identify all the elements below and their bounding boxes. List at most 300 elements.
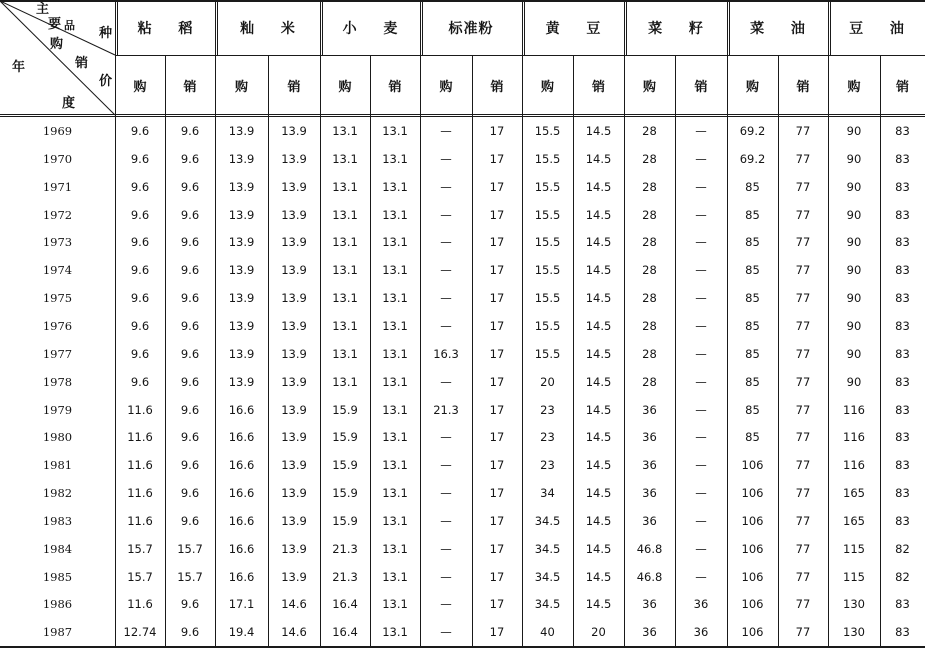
table-rule-group-double: [524, 0, 525, 55]
price-cell: 14.5: [585, 124, 612, 138]
price-cell: 13.9: [228, 179, 255, 194]
price-cell: 77: [795, 263, 811, 278]
table-rule-sub: [880, 55, 881, 646]
price-cell: 13.9: [281, 569, 307, 584]
price-cell: 13.1: [382, 513, 408, 528]
price-cell: —: [440, 235, 452, 250]
price-cell: —: [695, 458, 707, 473]
price-cell: 15.7: [127, 569, 153, 584]
price-cell: 15.5: [534, 179, 561, 194]
price-cell: —: [695, 569, 707, 584]
price-cell: 15.5: [534, 263, 561, 278]
price-cell: —: [440, 541, 452, 556]
price-cell: 82: [895, 541, 910, 556]
year-cell: 1979: [42, 402, 73, 417]
price-cell: 85: [745, 346, 760, 361]
price-cell: 83: [895, 625, 910, 640]
price-cell: 28: [642, 235, 657, 250]
price-cell: 9.6: [180, 207, 200, 222]
price-cell: 85: [745, 291, 760, 306]
price-cell: 90: [846, 346, 862, 361]
price-cell: 77: [795, 179, 811, 194]
price-cell: 116: [843, 402, 865, 417]
price-cell: 17: [489, 179, 505, 194]
price-cell: 15.9: [332, 486, 358, 501]
price-cell: 13.9: [228, 207, 255, 222]
price-cell: 77: [795, 430, 811, 445]
price-cell: 13.9: [281, 263, 307, 278]
price-cell: 83: [895, 430, 910, 445]
table-rule-group-double: [217, 0, 218, 55]
price-cell: 13.1: [382, 569, 408, 584]
price-cell: —: [695, 513, 707, 528]
price-cell: 15.5: [534, 346, 561, 361]
year-cell: 1974: [42, 263, 73, 278]
price-cell: 9.6: [180, 374, 200, 389]
corner-variety-char: 要: [48, 17, 62, 32]
price-cell: 15.5: [534, 207, 561, 222]
year-cell: 1970: [42, 151, 73, 166]
price-cell: 36: [642, 597, 657, 612]
price-cell: 13.9: [281, 486, 307, 501]
price-cell: 15.9: [332, 513, 358, 528]
table-row: [0, 284, 925, 312]
price-cell: 13.9: [281, 346, 307, 361]
price-cell: 9.6: [130, 374, 150, 389]
sales-subheader: 销: [490, 79, 504, 95]
price-cell: 14.5: [585, 458, 612, 473]
table-row: [0, 423, 925, 451]
table-row: [0, 256, 925, 284]
corner-variety-char: 品: [64, 19, 75, 32]
price-cell: 9.6: [180, 430, 200, 445]
price-cell: 13.1: [332, 263, 358, 278]
price-cell: 85: [745, 402, 760, 417]
price-cell: 15.9: [332, 430, 358, 445]
sales-subheader: 销: [287, 79, 301, 95]
price-cell: 14.5: [585, 569, 612, 584]
column-group-header: 菜 油: [750, 21, 805, 37]
price-cell: 13.1: [382, 597, 408, 612]
column-group-header: 黄 豆: [545, 21, 601, 37]
price-cell: 85: [745, 430, 760, 445]
price-cell: 9.6: [130, 291, 150, 306]
price-cell: —: [440, 151, 452, 166]
table-rule-group-double: [830, 0, 831, 55]
price-cell: 165: [843, 513, 865, 528]
price-cell: 14.5: [585, 513, 612, 528]
price-cell: 13.9: [228, 263, 255, 278]
price-cell: —: [695, 430, 707, 445]
price-cell: 13.9: [228, 346, 255, 361]
price-cell: 9.6: [180, 346, 200, 361]
price-cell: 83: [895, 235, 910, 250]
price-cell: —: [440, 318, 452, 333]
price-cell: 13.9: [281, 458, 307, 473]
price-cell: 106: [741, 597, 764, 612]
price-cell: 13.1: [382, 291, 408, 306]
price-cell: 15.9: [332, 402, 358, 417]
price-cell: 9.6: [180, 486, 200, 501]
sales-subheader: 销: [388, 79, 402, 95]
price-cell: 13.1: [382, 541, 408, 556]
price-cell: 9.6: [180, 124, 200, 138]
year-cell: 1976: [42, 318, 73, 333]
table-row: [0, 535, 925, 563]
price-cell: 14.5: [585, 541, 612, 556]
price-cell: 21.3: [433, 402, 459, 417]
table-rule-group: [522, 0, 523, 646]
price-cell: —: [695, 486, 707, 501]
price-cell: 90: [846, 151, 862, 166]
price-cell: 13.9: [281, 374, 307, 389]
year-cell: 1982: [42, 486, 73, 501]
price-cell: 9.6: [130, 179, 150, 194]
price-cell: 13.9: [228, 151, 255, 166]
price-cell: 90: [846, 124, 862, 138]
price-cell: 14.5: [585, 402, 612, 417]
price-cell: 14.5: [585, 263, 612, 278]
price-cell: 16.6: [228, 541, 255, 556]
price-cell: —: [440, 430, 452, 445]
table-rule-sub: [268, 55, 269, 646]
price-cell: —: [440, 625, 452, 640]
price-cell: 116: [843, 430, 865, 445]
price-cell: 13.9: [281, 291, 307, 306]
price-cell: 17: [489, 458, 505, 473]
sales-subheader: 销: [591, 79, 605, 95]
price-cell: 116: [843, 458, 865, 473]
price-cell: 14.5: [585, 235, 612, 250]
price-cell: 77: [795, 207, 811, 222]
price-cell: 17: [489, 374, 505, 389]
price-cell: 11.6: [127, 430, 153, 445]
price-cell: 77: [795, 291, 811, 306]
price-cell: 106: [741, 541, 764, 556]
price-cell: 13.9: [281, 430, 307, 445]
price-cell: 13.1: [332, 374, 358, 389]
table-rule-group: [420, 0, 421, 646]
price-cell: —: [695, 151, 707, 166]
price-cell: 13.1: [382, 124, 408, 138]
price-cell: 21.3: [332, 541, 358, 556]
price-cell: 83: [895, 207, 910, 222]
price-cell: 77: [795, 235, 811, 250]
price-cell: 14.6: [281, 625, 307, 640]
price-cell: 16.6: [228, 430, 255, 445]
price-cell: 16.3: [433, 346, 459, 361]
price-cell: 13.1: [332, 124, 358, 138]
corner-variety-char: 主: [36, 2, 50, 17]
table-rule-group: [215, 0, 216, 646]
corner-year-char: 度: [62, 96, 76, 111]
table-rule-horizontal: [0, 116, 925, 117]
price-cell: 15.5: [534, 124, 561, 138]
price-cell: 15.5: [534, 151, 561, 166]
price-cell: —: [440, 569, 452, 584]
column-group-header: 小 麦: [342, 21, 398, 37]
price-cell: 77: [795, 402, 811, 417]
price-cell: 9.6: [180, 597, 200, 612]
price-cell: 13.9: [281, 151, 307, 166]
price-cell: 83: [895, 124, 910, 138]
price-cell: —: [695, 235, 707, 250]
price-cell: 14.5: [585, 291, 612, 306]
price-cell: 13.9: [228, 291, 255, 306]
price-cell: 77: [795, 346, 811, 361]
price-cell: 28: [642, 207, 657, 222]
corner-price-char: 价: [99, 74, 113, 89]
price-cell: 15.9: [332, 458, 358, 473]
table-row: [0, 368, 925, 396]
year-cell: 1981: [42, 458, 73, 473]
price-cell: 28: [642, 263, 657, 278]
price-cell: 83: [895, 318, 910, 333]
year-cell: 1975: [42, 291, 73, 306]
table-row: [0, 451, 925, 479]
price-cell: 16.6: [228, 513, 255, 528]
table-rule-horizontal: [115, 55, 925, 56]
table-rule-sub: [165, 55, 166, 646]
price-cell: 77: [795, 569, 811, 584]
price-cell: —: [695, 263, 707, 278]
price-cell: 90: [846, 374, 862, 389]
price-cell: 13.9: [228, 235, 255, 250]
price-cell: 46.8: [636, 569, 663, 584]
price-cell: 16.4: [332, 597, 358, 612]
price-cell: —: [695, 402, 707, 417]
price-cell: 36: [693, 597, 709, 612]
price-cell: 28: [642, 374, 657, 389]
table-row: [0, 590, 925, 618]
price-cell: 13.9: [228, 318, 255, 333]
table-row: [0, 618, 925, 646]
price-cell: 106: [741, 458, 764, 473]
price-cell: 9.6: [180, 235, 200, 250]
table-rule-sub: [675, 55, 676, 646]
price-cell: —: [440, 291, 452, 306]
price-cell: 17: [489, 124, 505, 138]
sales-subheader: 销: [796, 79, 810, 95]
corner-year-char: 年: [12, 60, 26, 75]
price-cell: 14.5: [585, 374, 612, 389]
price-cell: 16.6: [228, 486, 255, 501]
price-cell: 83: [895, 374, 910, 389]
price-cell: —: [440, 597, 452, 612]
price-cell: 85: [745, 374, 760, 389]
purchase-subheader: 购: [745, 79, 759, 95]
price-cell: 83: [895, 179, 910, 194]
price-cell: 36: [642, 458, 657, 473]
price-cell: 17: [489, 541, 505, 556]
table-rule-group-double: [322, 0, 323, 55]
price-cell: 130: [843, 597, 865, 612]
price-cell: 17: [489, 597, 505, 612]
price-cell: 14.5: [585, 486, 612, 501]
price-cell: 34.5: [534, 597, 561, 612]
table-row: [0, 340, 925, 368]
price-cell: 36: [642, 430, 657, 445]
price-cell: —: [440, 486, 452, 501]
price-cell: 106: [741, 569, 764, 584]
table-rule-group: [624, 0, 625, 646]
price-cell: 17: [489, 263, 505, 278]
price-cell: 13.1: [332, 318, 358, 333]
price-cell: —: [440, 124, 452, 138]
price-cell: 106: [741, 625, 764, 640]
price-cell: 28: [642, 124, 657, 138]
price-cell: 9.6: [130, 263, 150, 278]
price-cell: 9.6: [180, 291, 200, 306]
price-cell: 13.9: [281, 124, 307, 138]
price-cell: 83: [895, 263, 910, 278]
price-cell: 34.5: [534, 541, 561, 556]
price-cell: 85: [745, 207, 760, 222]
price-cell: 15.5: [534, 291, 561, 306]
table-rule-group-double: [422, 0, 423, 55]
price-cell: 17: [489, 430, 505, 445]
purchase-subheader: 购: [133, 79, 147, 95]
price-cell: 19.4: [228, 625, 255, 640]
table-row: [0, 117, 925, 145]
sales-subheader: 销: [183, 79, 197, 95]
table-rule-sub: [370, 55, 371, 646]
price-cell: 17: [489, 235, 505, 250]
price-cell: 12.74: [123, 625, 157, 640]
price-cell: —: [695, 346, 707, 361]
price-cell: 34.5: [534, 569, 561, 584]
price-cell: 130: [843, 625, 865, 640]
price-cell: 36: [642, 486, 657, 501]
price-cell: 77: [795, 625, 811, 640]
year-cell: 1972: [42, 207, 73, 222]
price-cell: —: [695, 207, 707, 222]
price-cell: 83: [895, 486, 910, 501]
year-cell: 1973: [42, 235, 73, 250]
price-cell: 90: [846, 207, 862, 222]
price-cell: 13.9: [281, 541, 307, 556]
table-rule-horizontal: [0, 114, 925, 115]
price-cell: 34.5: [534, 513, 561, 528]
price-cell: 11.6: [127, 402, 153, 417]
price-cell: 13.9: [281, 179, 307, 194]
price-cell: 69.2: [739, 124, 766, 138]
price-cell: 16.6: [228, 458, 255, 473]
table-rule-sub: [778, 55, 779, 646]
price-cell: 17: [489, 402, 505, 417]
price-cell: 13.1: [382, 263, 408, 278]
price-cell: 17: [489, 513, 505, 528]
price-cell: 13.9: [228, 374, 255, 389]
price-cell: —: [695, 374, 707, 389]
column-group-header: 豆 油: [849, 21, 904, 37]
price-cell: 14.5: [585, 318, 612, 333]
table-rule-horizontal: [0, 0, 925, 2]
price-cell: 83: [895, 513, 910, 528]
price-cell: 13.1: [332, 179, 358, 194]
price-cell: 17: [489, 346, 505, 361]
table-rule-sub: [573, 55, 574, 646]
price-cell: 13.1: [382, 402, 408, 417]
price-cell: 9.6: [180, 513, 200, 528]
price-cell: 23: [540, 430, 555, 445]
price-cell: 28: [642, 151, 657, 166]
price-cell: 106: [741, 513, 764, 528]
price-cell: 21.3: [332, 569, 358, 584]
price-cell: 13.9: [281, 207, 307, 222]
price-cell: 13.1: [382, 235, 408, 250]
price-cell: 15.7: [127, 541, 153, 556]
price-cell: 9.6: [180, 318, 200, 333]
price-cell: 115: [843, 541, 865, 556]
price-cell: 9.6: [180, 263, 200, 278]
price-cell: —: [440, 179, 452, 194]
price-cell: 13.1: [332, 291, 358, 306]
table-rule-group-double: [626, 0, 627, 55]
price-cell: 90: [846, 318, 862, 333]
price-cell: 11.6: [127, 597, 153, 612]
price-cell: 28: [642, 291, 657, 306]
price-cell: 11.6: [127, 513, 153, 528]
price-cell: 15.5: [534, 318, 561, 333]
price-cell: 9.6: [180, 151, 200, 166]
price-cell: 15.7: [177, 541, 203, 556]
table-row: [0, 145, 925, 173]
price-cell: 36: [693, 625, 709, 640]
table-row: [0, 173, 925, 201]
price-cell: —: [440, 458, 452, 473]
sales-subheader: 销: [895, 79, 909, 95]
price-cell: 14.5: [585, 430, 612, 445]
price-cell: 13.1: [332, 151, 358, 166]
price-cell: 13.1: [382, 458, 408, 473]
price-cell: 17.1: [228, 597, 255, 612]
price-cell: 77: [795, 458, 811, 473]
price-cell: 90: [846, 179, 862, 194]
price-cell: 83: [895, 402, 910, 417]
price-cell: 13.1: [382, 318, 408, 333]
price-cell: —: [440, 374, 452, 389]
price-cell: 85: [745, 235, 760, 250]
price-cell: 77: [795, 124, 811, 138]
price-cell: 17: [489, 486, 505, 501]
purchase-subheader: 购: [642, 79, 656, 95]
price-cell: 14.5: [585, 597, 612, 612]
price-cell: 115: [843, 569, 865, 584]
price-cell: —: [695, 318, 707, 333]
price-cell: 20: [540, 374, 555, 389]
year-cell: 1971: [42, 179, 73, 194]
price-cell: 13.1: [382, 486, 408, 501]
price-cell: 83: [895, 346, 910, 361]
price-cell: —: [440, 207, 452, 222]
price-cell: 13.1: [332, 346, 358, 361]
price-cell: 13.1: [382, 374, 408, 389]
price-cell: 85: [745, 318, 760, 333]
price-cell: 23: [540, 458, 555, 473]
price-cell: 36: [642, 402, 657, 417]
year-cell: 1987: [42, 625, 73, 640]
price-cell: 13.1: [382, 207, 408, 222]
price-cell: 36: [642, 513, 657, 528]
price-cell: 77: [795, 597, 811, 612]
price-cell: 9.6: [180, 402, 200, 417]
price-cell: —: [695, 124, 707, 138]
price-cell: 77: [795, 151, 811, 166]
year-cell: 1985: [42, 569, 73, 584]
price-cell: 11.6: [127, 458, 153, 473]
price-cell: 77: [795, 318, 811, 333]
